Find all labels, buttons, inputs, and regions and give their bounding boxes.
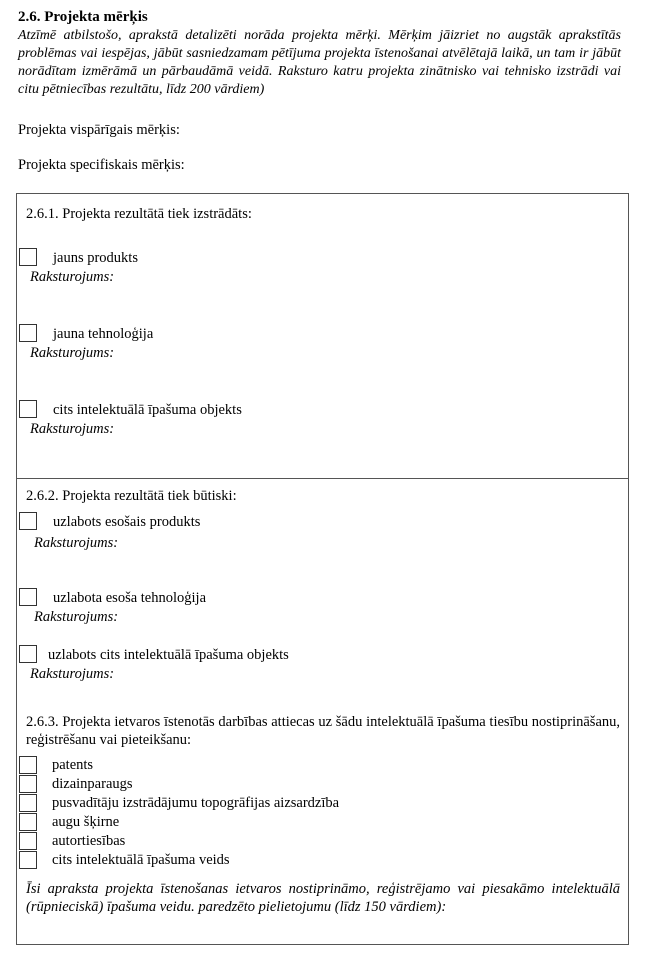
new-technology-label: jauna tehnoloģija	[53, 326, 154, 342]
semiconductor-topography-label: pusvadītāju izstrādājumu topogrāfijas aizsardzība	[52, 795, 340, 811]
semiconductor-topography-checkbox[interactable]	[19, 794, 37, 812]
design-label: dizainparaugs	[52, 776, 133, 792]
ip-type-description-note: Īsi apraksta projekta īstenošanas ietvaros nostiprināmo, reģistrējamo vai piesakāmo intelektuālā (rūpnieciskā) īpašuma veidu. paredzēto pielietojumu (līdz 150 vārdiem):	[26, 881, 620, 915]
other-ip-type-checkbox[interactable]	[19, 851, 37, 869]
design-checkbox[interactable]	[19, 775, 37, 793]
copyright-label: autortiesības	[52, 833, 126, 849]
plant-variety-label: augu šķirne	[52, 814, 120, 830]
specific-goal-label: Projekta specifiskais mērķis:	[18, 157, 185, 173]
improved-technology-label: uzlabota esoša tehnoloģija	[53, 590, 207, 606]
new-technology-description-label: Raksturojums:	[30, 345, 115, 361]
other-ip-object-checkbox[interactable]	[19, 400, 37, 418]
improved-product-description-label: Raksturojums:	[34, 535, 119, 551]
ip-rights-heading: 2.6.3. Projekta ietvaros īstenotās darbības attiecas uz šādu intelektuālā īpašuma tiesību nostiprināšanu, reģistrēšanu vai pieteikšanu:	[26, 714, 620, 748]
new-product-label: jauns produkts	[53, 250, 138, 266]
other-ip-type-label: cits intelektuālā īpašuma veids	[52, 852, 230, 868]
improved-results-heading: 2.6.2. Projekta rezultātā tiek būtiski:	[26, 488, 237, 504]
general-goal-label: Projekta vispārīgais mērķis:	[18, 122, 180, 138]
improved-technology-description-label: Raksturojums:	[34, 609, 119, 625]
other-ip-object-label: cits intelektuālā īpašuma objekts	[53, 402, 242, 418]
other-ip-object-description-label: Raksturojums:	[30, 421, 115, 437]
improved-ip-object-checkbox[interactable]	[19, 645, 37, 663]
improved-product-label: uzlabots esošais produkts	[53, 514, 201, 530]
patent-checkbox[interactable]	[19, 756, 37, 774]
section-title: 2.6. Projekta mērķis	[18, 9, 148, 25]
improved-ip-object-description-label: Raksturojums:	[30, 666, 115, 682]
plant-variety-checkbox[interactable]	[19, 813, 37, 831]
new-product-description-label: Raksturojums:	[30, 269, 115, 285]
developed-results-heading: 2.6.1. Projekta rezultātā tiek izstrādāts:	[26, 206, 252, 222]
copyright-checkbox[interactable]	[19, 832, 37, 850]
new-technology-checkbox[interactable]	[19, 324, 37, 342]
new-product-checkbox[interactable]	[19, 248, 37, 266]
ip-rights-checklist	[19, 756, 619, 870]
improved-ip-object-label: uzlabots cits intelektuālā īpašuma objekts	[48, 647, 289, 663]
improved-product-checkbox[interactable]	[19, 512, 37, 530]
section-instructions: Atzīmē atbilstošo, aprakstā detalizēti norāda projekta mērķi. Mērķim jāizriet no augstāk aprakstītās problēmas vai iespējas, jābūt sasniedzamam pētījuma projekta īstenošanai atvēlētajā laikā, un tam ir jābūt norādītam izmērāmā un pārbaudāmā veidā. Raksturo katru projekta zinātnisko vai tehnisko izstrādi vai citu pētniecības rezultātu, līdz 200 vārdiem)	[18, 28, 621, 97]
improved-technology-checkbox[interactable]	[19, 588, 37, 606]
patent-label: patents	[52, 757, 94, 773]
